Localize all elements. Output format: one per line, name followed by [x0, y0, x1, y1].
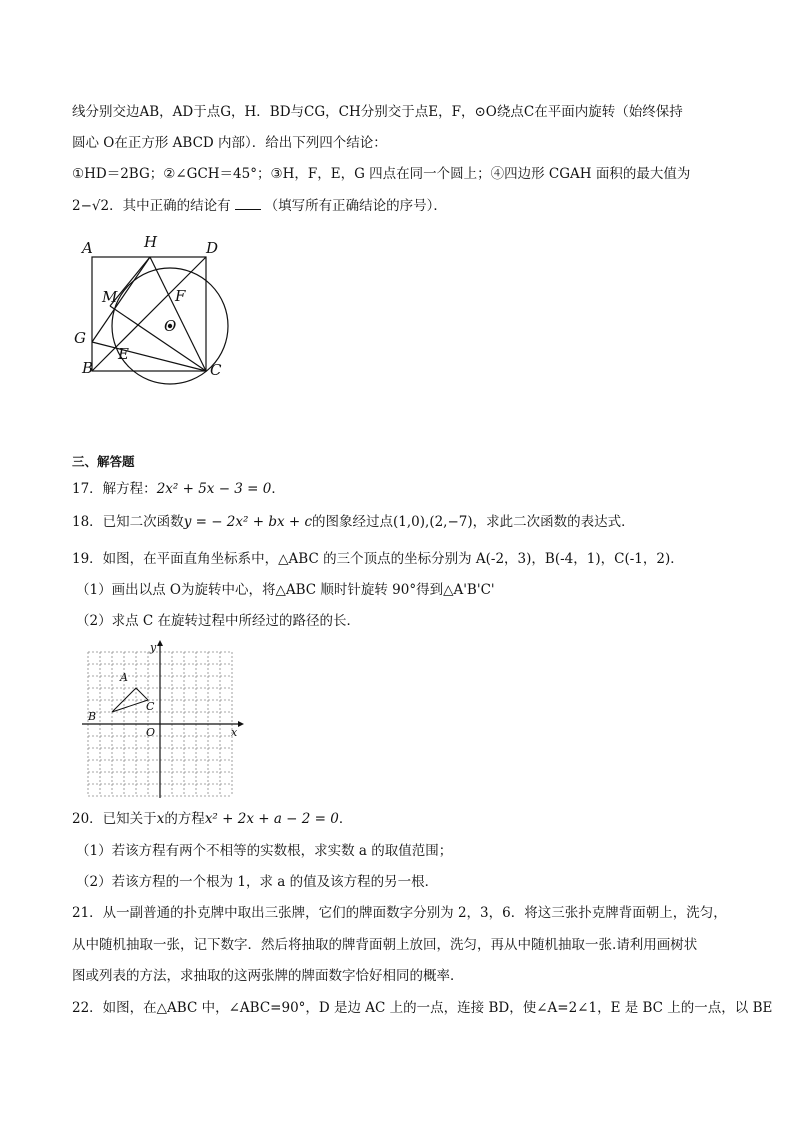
- point-B-label: B: [88, 710, 97, 723]
- q16-line-2: 圆心 O在正方形 ABCD 内部）．给出下列四个结论：: [72, 135, 387, 151]
- answer-blank: [235, 196, 261, 210]
- label-E: E: [118, 345, 129, 363]
- q16-text: ．其中正确的结论有: [109, 198, 231, 214]
- q19-stem: 19．如图，在平面直角坐标系中，△ABC 的三个顶点的坐标分别为 A(-2，3)，B(-4，1)，C(-1，2)．: [72, 551, 684, 567]
- axis-y-label: y: [150, 641, 157, 654]
- q16-line-1: 线分别交边AB，AD于点G，H．BD与CG，CH分别交于点E，F，⊙O绕点C在平面内旋转（始终保持: [72, 104, 683, 120]
- q21-line-1: 21．从一副普通的扑克牌中取出三张牌，它们的牌面数字分别为 2，3，6．将这三张扑克牌背面朝上，洗匀，: [72, 905, 727, 921]
- label-B: B: [82, 359, 94, 377]
- label-A: A: [82, 239, 93, 257]
- label-G: G: [74, 329, 86, 347]
- q20-part1: （1）若该方程有两个不相等的实数根，求实数 a 的取值范围；: [76, 843, 453, 859]
- axis-x-label: x: [231, 726, 238, 739]
- q17-equation: 2x² + 5x − 3 = 0: [156, 481, 272, 497]
- section-heading: 三、解答题: [72, 454, 135, 469]
- q17-prefix: 17．解方程：: [72, 481, 157, 497]
- q18-points: (1,0),(2,−7): [393, 514, 473, 530]
- label-M: M: [102, 288, 118, 306]
- q20-suffix: ．: [338, 811, 353, 827]
- label-H: H: [144, 233, 158, 251]
- q20-stem: [72, 809, 352, 829]
- label-D: D: [206, 239, 219, 257]
- q20-var: x: [156, 811, 165, 827]
- q16-line-4: [72, 196, 447, 216]
- point-A-label: A: [120, 671, 128, 684]
- q16-line-3: ①HD＝2BG；②∠GCH＝45°；③H，F，E，G 四点在同一个圆上；④四边形 CGAH 面积的最大值为: [72, 166, 691, 182]
- q16-text-end: （填写所有正确结论的序号）．: [264, 198, 447, 214]
- coordinate-grid-figure: [80, 640, 245, 800]
- label-O: O: [164, 317, 177, 335]
- q17-suffix: ．: [271, 481, 285, 497]
- q17: [72, 479, 285, 499]
- q22-line-1: 22．如图，在△ABC 中，∠ABC=90°，D 是边 AC 上的一点，连接 BD，使∠A=2∠1，E 是 BC 上的一点，以 BE: [72, 1000, 773, 1016]
- q20-mid: 的方程: [164, 811, 205, 827]
- square-circle-figure: [70, 230, 240, 385]
- q18-function: y = − 2x² + bx + c: [183, 514, 313, 530]
- q18-mid: 的图象经过点: [312, 514, 394, 530]
- label-F: F: [175, 287, 186, 305]
- q18-suffix: ，求此二次函数的表达式．: [472, 514, 635, 530]
- q19-part1: （1）画出以点 O为旋转中心，将△ABC 顺时针旋转 90°得到△A'B'C': [76, 582, 495, 598]
- origin-label: O: [146, 726, 156, 739]
- q18-prefix: 18．已知二次函数: [72, 514, 184, 530]
- q20-prefix: 20．已知关于: [72, 811, 157, 827]
- q20-equation: x² + 2x + a − 2 = 0: [204, 811, 339, 827]
- label-C: C: [210, 361, 222, 379]
- q21-line-3: 图或列表的方法，求抽取的这两张牌的牌面数字恰好相同的概率．: [72, 968, 464, 984]
- point-C-label: C: [146, 700, 155, 713]
- q21-line-2: 从中随机抽取一张，记下数字．然后将抽取的牌背面朝上放回，洗匀，再从中随机抽取一张.请利用画树状: [72, 937, 698, 953]
- q19-part2: （2）求点 C 在旋转过程中所经过的路径的长．: [76, 613, 361, 629]
- max-area-value: 2−√2: [72, 198, 110, 214]
- q18: [72, 512, 635, 532]
- q20-part2: （2）若该方程的一个根为 1，求 a 的值及该方程的另一根．: [76, 874, 439, 890]
